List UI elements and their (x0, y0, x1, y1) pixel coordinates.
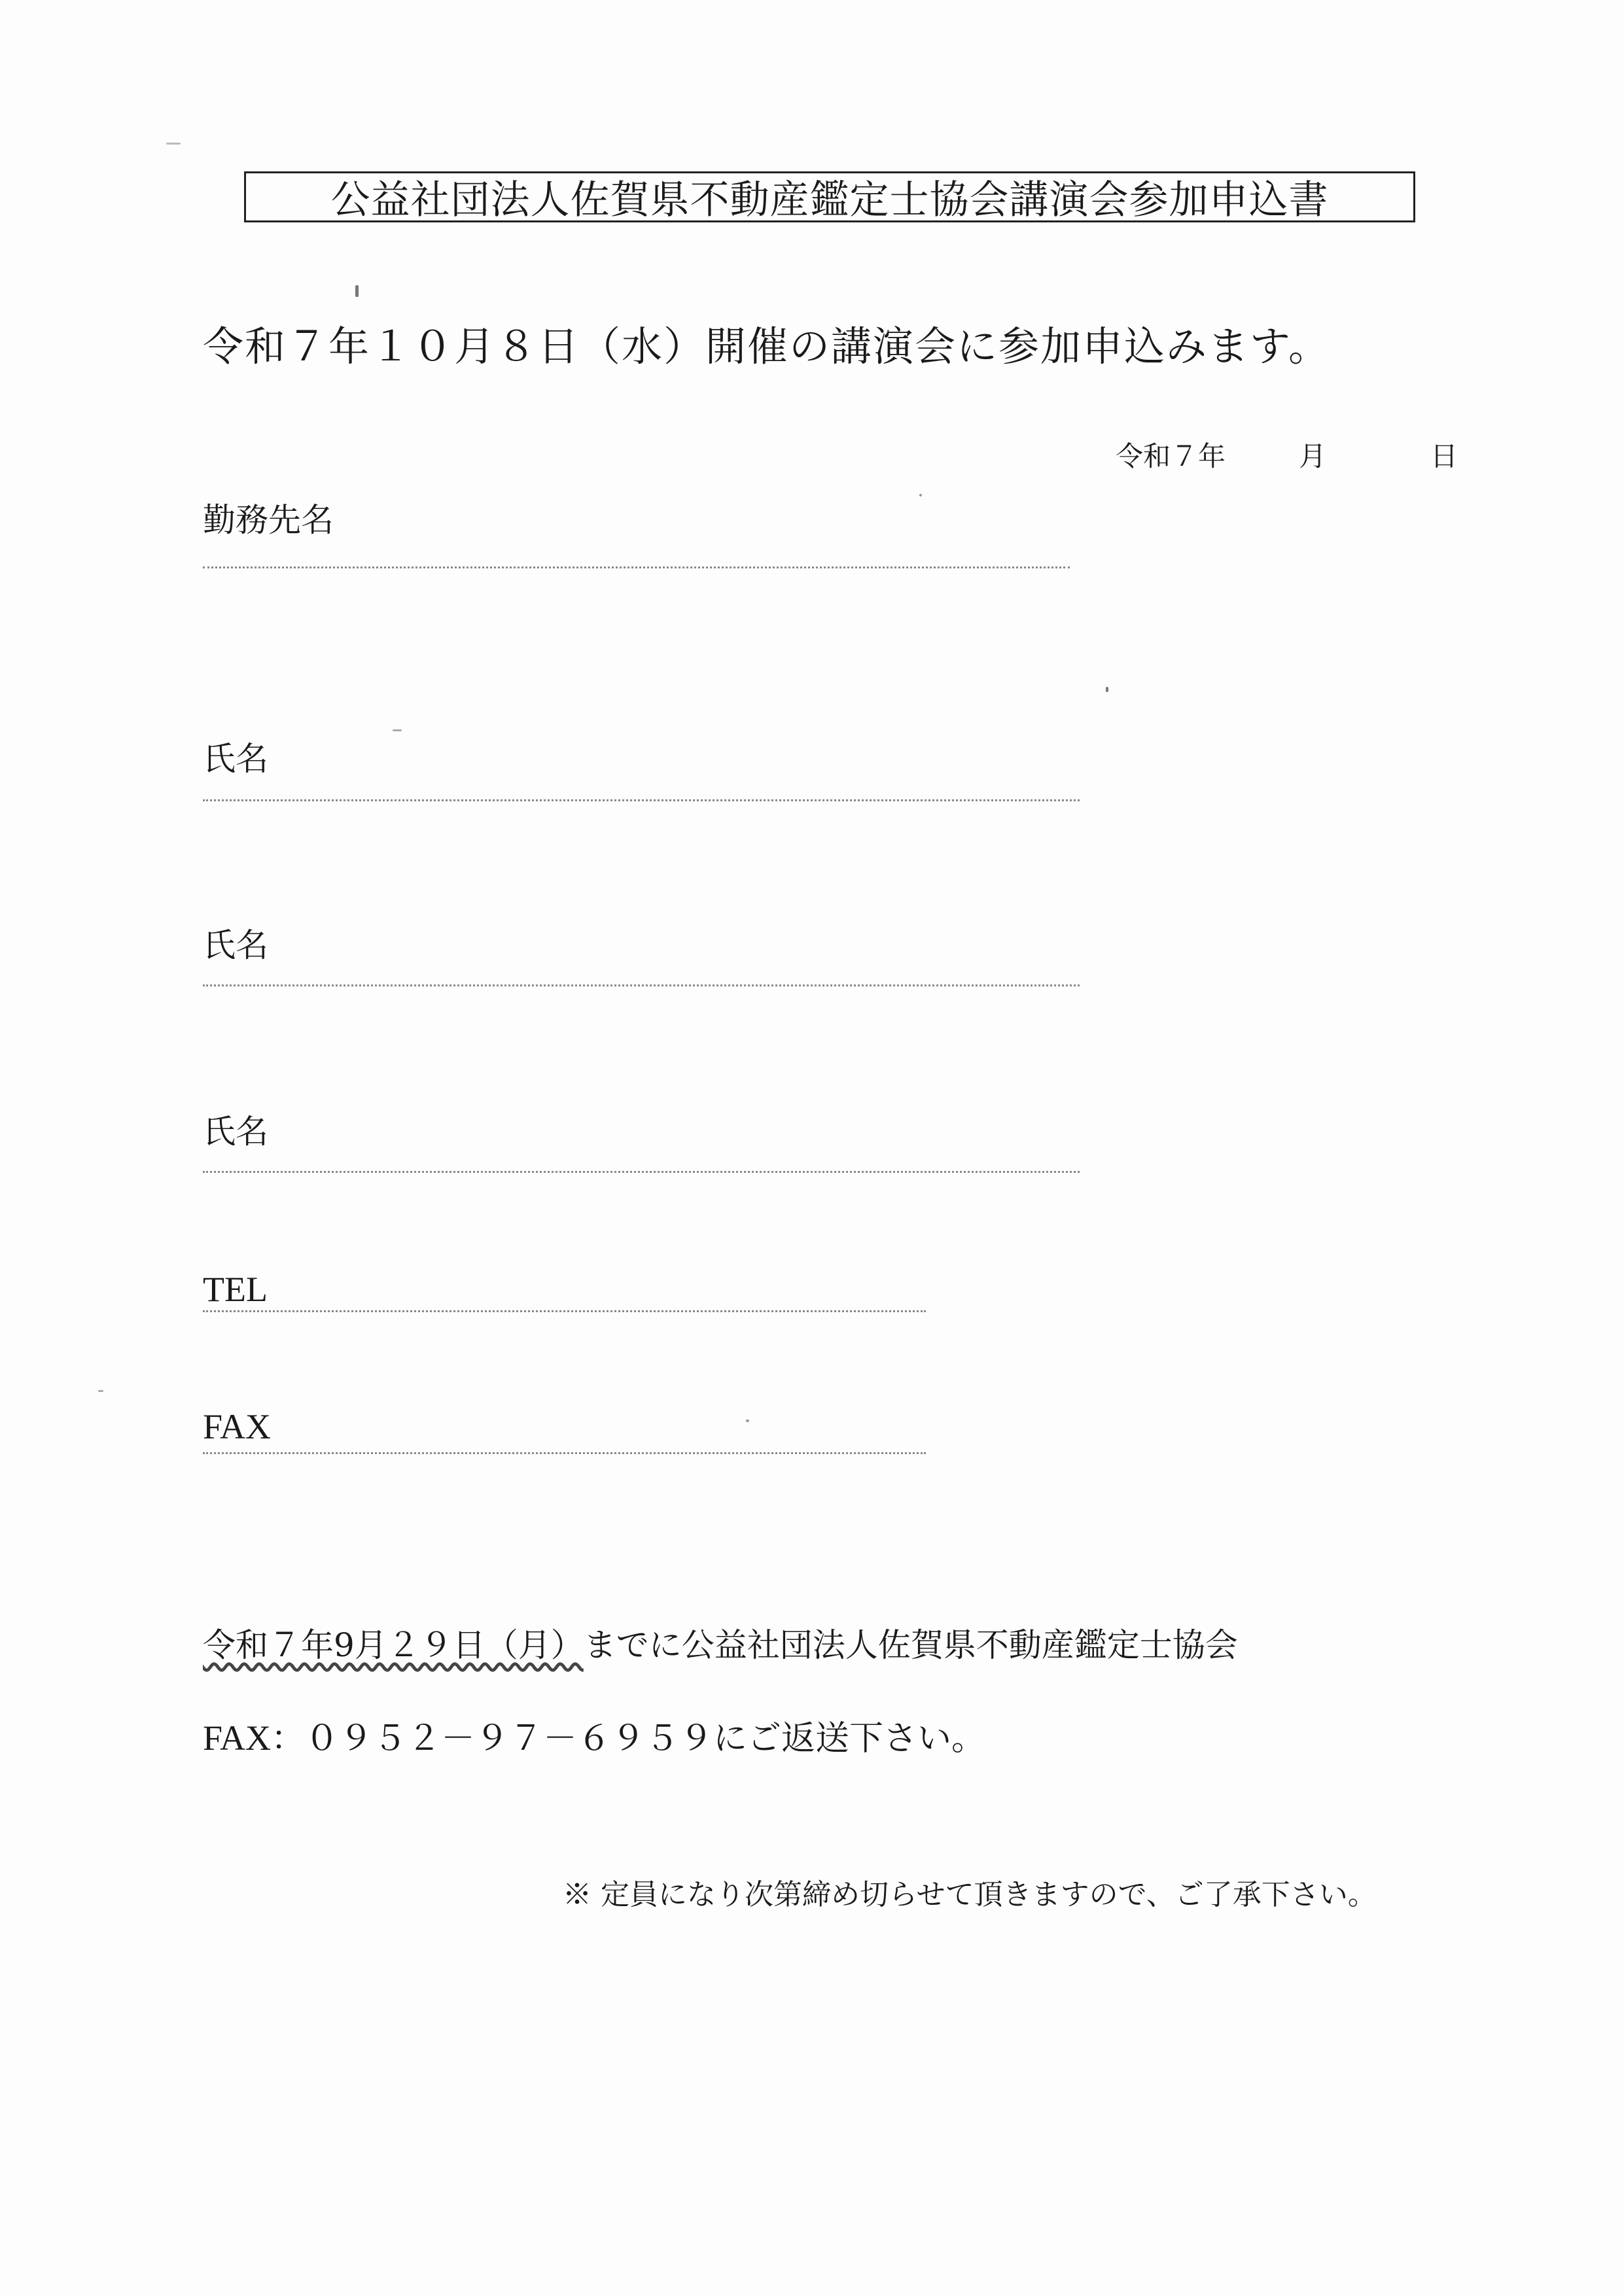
name-field-3[interactable] (203, 1171, 1080, 1173)
fax-return-statement (203, 1711, 985, 1760)
form-title (244, 171, 1415, 222)
capacity-note: ※ 定員になり次第締め切らせて頂きますので、ご了承下さい。 (563, 1878, 1377, 1911)
name-field-2[interactable] (203, 984, 1080, 986)
workplace-field[interactable] (203, 566, 1070, 568)
date-era: 令和７年 (1116, 440, 1226, 472)
scan-speck (166, 143, 181, 145)
fax-return-prefix: FAX (203, 1718, 272, 1758)
fax-field[interactable] (203, 1452, 926, 1454)
scan-speck (919, 494, 922, 496)
date-month: 月 (1299, 440, 1327, 472)
name-field-1[interactable] (203, 799, 1080, 801)
name-label-2: 氏名 (203, 926, 268, 964)
intro-statement: 令和７年１０月８日（水）開催の講演会に参加申込みます。 (203, 322, 1331, 370)
fax-return-rest: ：０９５２－９７－６９５９にご返送下さい。 (271, 1719, 986, 1758)
deadline-rest: までに公益社団法人佐賀県不動産鑑定士協会 (583, 1626, 1238, 1664)
tel-field[interactable] (203, 1310, 926, 1312)
scan-speck (393, 729, 402, 731)
name-label-3: 氏名 (203, 1113, 268, 1151)
name-label-1: 氏名 (203, 740, 268, 778)
fax-label: FAX (203, 1407, 272, 1446)
scan-speck (1106, 687, 1108, 692)
date-day: 日 (1430, 440, 1458, 472)
workplace-label: 勤務先名 (203, 501, 334, 539)
scan-speck (746, 1419, 749, 1422)
tel-label: TEL (203, 1270, 268, 1309)
deadline-statement (203, 1619, 1238, 1666)
scan-speck (98, 1390, 103, 1392)
deadline-date: 令和７年9月２９日（月） (203, 1626, 584, 1664)
form-title-text: 公益社団法人佐賀県不動産鑑定士協会講演会参加申込書 (330, 177, 1329, 223)
scan-speck (355, 285, 359, 297)
